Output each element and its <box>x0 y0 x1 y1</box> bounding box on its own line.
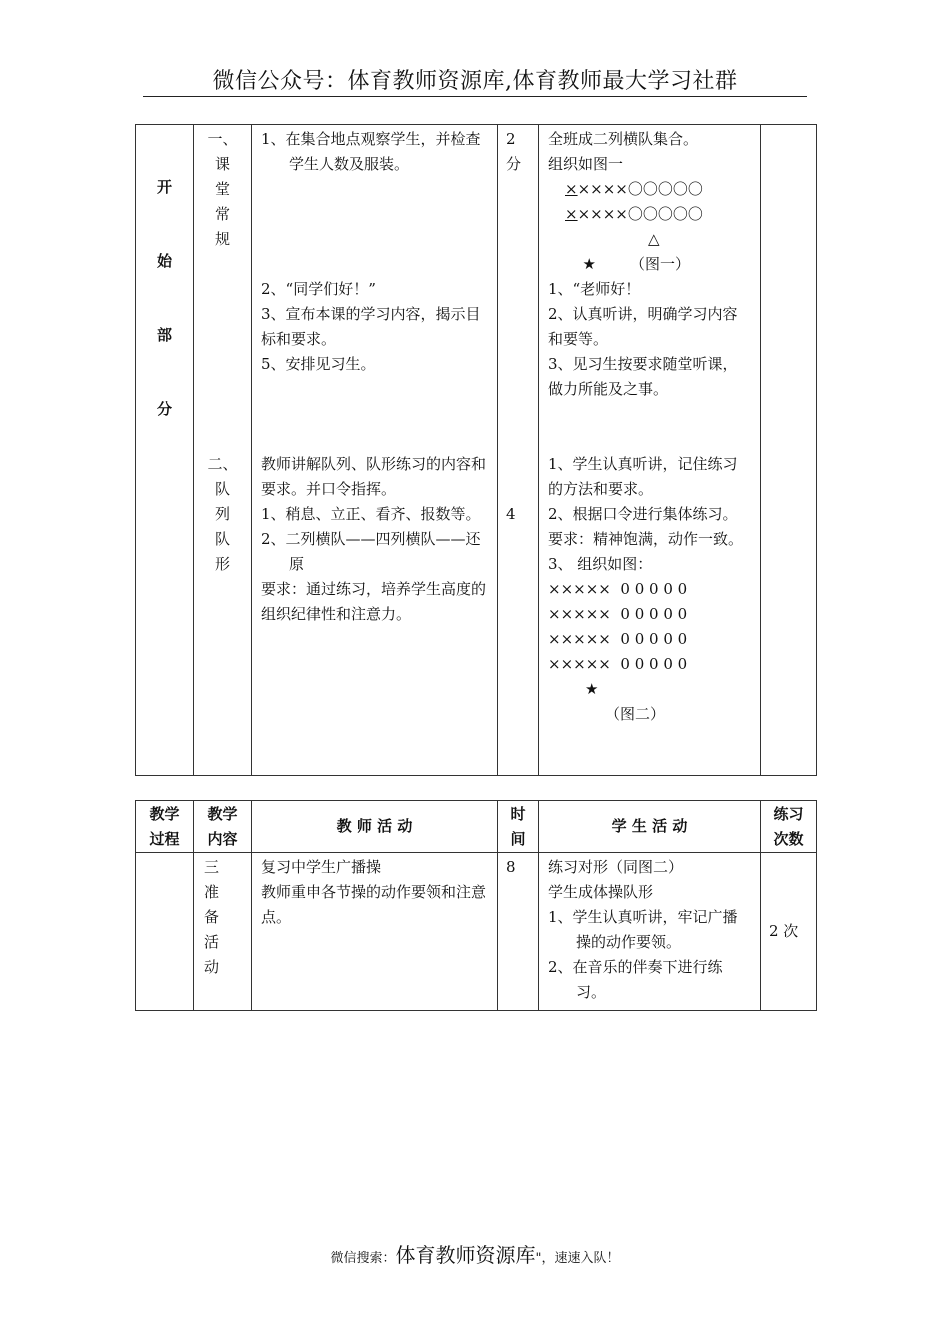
student-item: 全班成二列横队集合。 <box>548 130 699 148</box>
table-header-row <box>136 801 817 853</box>
header-rule <box>143 96 807 97</box>
content-char: 动 <box>204 958 220 976</box>
teacher-item: 2、“同学们好！” <box>261 280 376 298</box>
diagram2-row: ××××× 0 0 0 0 0 <box>548 580 688 598</box>
header-process: 教学 过程 <box>136 801 194 853</box>
diagram2-caption: （图二） <box>605 705 666 723</box>
time-unit: 分 <box>506 155 522 173</box>
student-item: 要求：精神饱满，动作一致。 <box>548 530 744 548</box>
time-cell <box>498 853 539 1011</box>
section-char: 始 <box>156 252 172 270</box>
student-item: 2、根据口令进行集体练习。 <box>548 505 738 523</box>
diagram2-row: ××××× 0 0 0 0 0 <box>548 605 688 623</box>
footer-name: 体育教师资源库 <box>395 1243 536 1267</box>
diagram1-legend <box>548 252 752 277</box>
teacher-item: 1、稍息、立正、看齐、报数等。 <box>261 505 481 523</box>
content-cell <box>194 125 252 776</box>
header-teacher-activity: 教 师 活 动 <box>252 801 498 853</box>
section-cell <box>136 125 194 776</box>
header-content: 教学 内容 <box>194 801 252 853</box>
content-char: 常 <box>214 205 230 223</box>
content-char: 队 <box>214 530 230 548</box>
student-item: 组织如图一 <box>548 155 624 173</box>
student-activity-cell <box>539 125 761 776</box>
header-practice-count: 练习 次数 <box>761 801 817 853</box>
student-item: 3、 组织如图： <box>548 555 653 573</box>
time-cell <box>498 125 539 776</box>
star-icon: ★ <box>585 680 599 698</box>
header-student-activity: 学 生 活 动 <box>539 801 761 853</box>
student-activity-cell <box>539 853 761 1011</box>
star-icon: ★ <box>582 255 596 273</box>
diagram1-row: ×××××〇〇〇〇〇 <box>565 205 703 223</box>
teacher-item: 5、安排见习生。 <box>261 355 376 373</box>
diagram1-caption: （图一） <box>630 255 691 273</box>
lesson-table-prep-section <box>135 800 817 1011</box>
triangle-icon: △ <box>648 230 660 248</box>
content-char: 二、 <box>207 455 238 473</box>
student-item: 学生成体操队形 <box>548 883 654 901</box>
footer-prefix: 微信搜索： <box>330 1251 396 1266</box>
process-cell <box>136 853 194 1011</box>
student-item: 2、在音乐的伴奏下进行练习。 <box>548 958 723 1001</box>
content-char: 课 <box>214 155 230 173</box>
content-char: 形 <box>214 555 230 573</box>
teacher-item: 复习中学生广播操 <box>261 858 382 876</box>
content-char: 活 <box>204 933 220 951</box>
content-char: 备 <box>204 908 220 926</box>
teacher-intro: 教师讲解队列、队形练习的内容和要求。并口令指挥。 <box>261 455 487 498</box>
content-char: 堂 <box>214 180 230 198</box>
footer-suffix: "，速速入队！ <box>535 1251 620 1266</box>
content-char: 准 <box>204 883 220 901</box>
page-footer <box>0 1239 950 1268</box>
teacher-activity-cell <box>252 853 498 1011</box>
time-value: 2 <box>506 130 516 148</box>
teacher-item: 1、在集合地点观察学生，并检查学生人数及服装。 <box>261 130 481 173</box>
lesson-table-start-section <box>135 124 817 776</box>
section-char: 部 <box>156 326 172 344</box>
student-item: 练习对形（同图二） <box>548 858 684 876</box>
page-header-title: 微信公众号：体育教师资源库,体育教师最大学习社群 <box>212 69 738 94</box>
diagram1-row: ×××××〇〇〇〇〇 <box>565 180 703 198</box>
section-char: 开 <box>156 178 172 196</box>
teacher-item: 2、二列横队——四列横队——还原 <box>261 530 481 573</box>
content-char: 队 <box>214 480 230 498</box>
practice-count: 2 次 <box>769 922 799 940</box>
content-char: 列 <box>214 505 230 523</box>
content-char: 一、 <box>207 130 238 148</box>
header-time: 时 间 <box>498 801 539 853</box>
count-cell <box>761 853 817 1011</box>
student-item: 1、学生认真听讲，牢记广播操的动作要领。 <box>548 908 738 951</box>
diagram2-row: ××××× 0 0 0 0 0 <box>548 630 688 648</box>
teacher-activity-cell <box>252 125 498 776</box>
student-item: 2、认真听讲，明确学习内容和要等。 <box>548 305 738 348</box>
teacher-requirement: 要求：通过练习，培养学生高度的组织纪律性和注意力。 <box>261 580 487 623</box>
teacher-item: 3、宣布本课的学习内容，揭示目标和要求。 <box>261 305 481 348</box>
student-item: 1、学生认真听讲，记住练习的方法和要求。 <box>548 455 738 498</box>
diagram2-row: ××××× 0 0 0 0 0 <box>548 655 688 673</box>
teacher-item: 教师重申各节操的动作要领和注意点。 <box>261 883 487 926</box>
content-char: 三 <box>204 858 220 876</box>
time-value: 8 <box>506 858 516 876</box>
time-value: 4 <box>506 505 516 523</box>
student-item: 3、见习生按要求随堂听课，做力所能及之事。 <box>548 355 738 398</box>
content-cell <box>194 853 252 1011</box>
section-char: 分 <box>156 400 172 418</box>
content-char: 规 <box>214 230 230 248</box>
table-row <box>136 853 817 1011</box>
student-item: 1、“老师好！ <box>548 280 641 298</box>
count-cell <box>761 125 817 776</box>
